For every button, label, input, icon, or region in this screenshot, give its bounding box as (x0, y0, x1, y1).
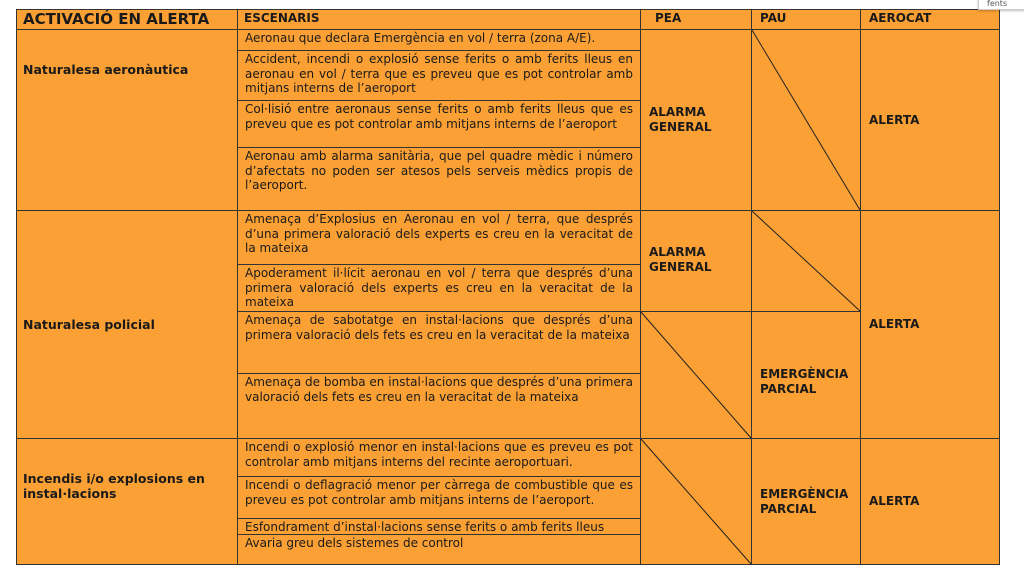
scenario-cell: Esfondrament d’instal·lacions sense ferits o amb ferits lleus (237, 518, 641, 535)
category-aeronautica: Naturalesa aeronàutica (16, 29, 238, 211)
diagonal-line (752, 211, 860, 311)
pea-value: ALARMA GENERAL (640, 210, 752, 312)
scenario-cell: Incendi o explosió menor en instal·lacions que es preveu es pot controlar amb mitjans interns del recinte aeroportuari. (237, 438, 641, 477)
scenario-cell: Amenaça de sabotatge en instal·lacions que després d’una primera valoració dels fets es creu en la veracitat de la mateixa (237, 311, 641, 374)
header-activacio: ACTIVACIÓ EN ALERTA (16, 9, 238, 30)
aerocat-value: ALERTA (860, 210, 1000, 439)
scenario-cell: Amenaça d’Explosius en Aeronau en vol / terra, que després d’una primera valoració dels experts es creu en la veracitat de la mateixa (237, 210, 641, 265)
aerocat-value: ALERTA (860, 438, 1000, 565)
scenario-cell: Avaria greu dels sistemes de control (237, 534, 641, 565)
category-incendis: Incendis i/o explosions en instal·lacions (16, 438, 238, 565)
scenario-cell: Aeronau amb alarma sanitària, que pel quadre mèdic i número d’afectats no poden ser atesos pels serveis mèdics propis de l’aeroport. (237, 147, 641, 211)
scenario-cell: Amenaça de bomba en instal·lacions que després d’una primera valoració dels fets es creu en la veracitat de la mateixa (237, 373, 641, 439)
scenario-cell: Apoderament il·lícit aeronau en vol / terra que després d’una primera valoració dels experts es creu en la veracitat de la mateixa (237, 264, 641, 312)
header-pau: PAU (751, 9, 861, 30)
diagonal-line (752, 30, 860, 210)
header-pea: PEA (640, 9, 752, 30)
scenario-cell: Incendi o deflagració menor per càrrega de combustible que es preveu es pot controlar amb mitjans interns de l’aeroport. (237, 476, 641, 519)
overlay-tab: fents (978, 0, 1024, 10)
pea-value: ALARMA GENERAL (640, 29, 752, 211)
diagonal-line (641, 312, 751, 438)
header-escenaris: ESCENARIS (237, 9, 641, 30)
scenario-cell: Col·lisió entre aeronaus sense ferits o amb ferits lleus que es preveu que es pot controlar amb mitjans interns de l’aeroport (237, 100, 641, 148)
pau-value: EMERGÈNCIA PARCIAL (751, 311, 861, 439)
header-aerocat: AEROCAT (860, 9, 1000, 30)
diagonal-line (641, 439, 751, 564)
aerocat-value: ALERTA (860, 29, 1000, 211)
scenario-cell: Aeronau que declara Emergència en vol / terra (zona A/E). (237, 29, 641, 51)
pau-value: EMERGÈNCIA PARCIAL (751, 438, 861, 565)
scenario-cell: Accident, incendi o explosió sense ferits o amb ferits lleus en aeronau en vol / terra que es preveu que es pot controlar amb mitjans interns de l’aeroport (237, 50, 641, 101)
category-policial: Naturalesa policial (16, 210, 238, 439)
